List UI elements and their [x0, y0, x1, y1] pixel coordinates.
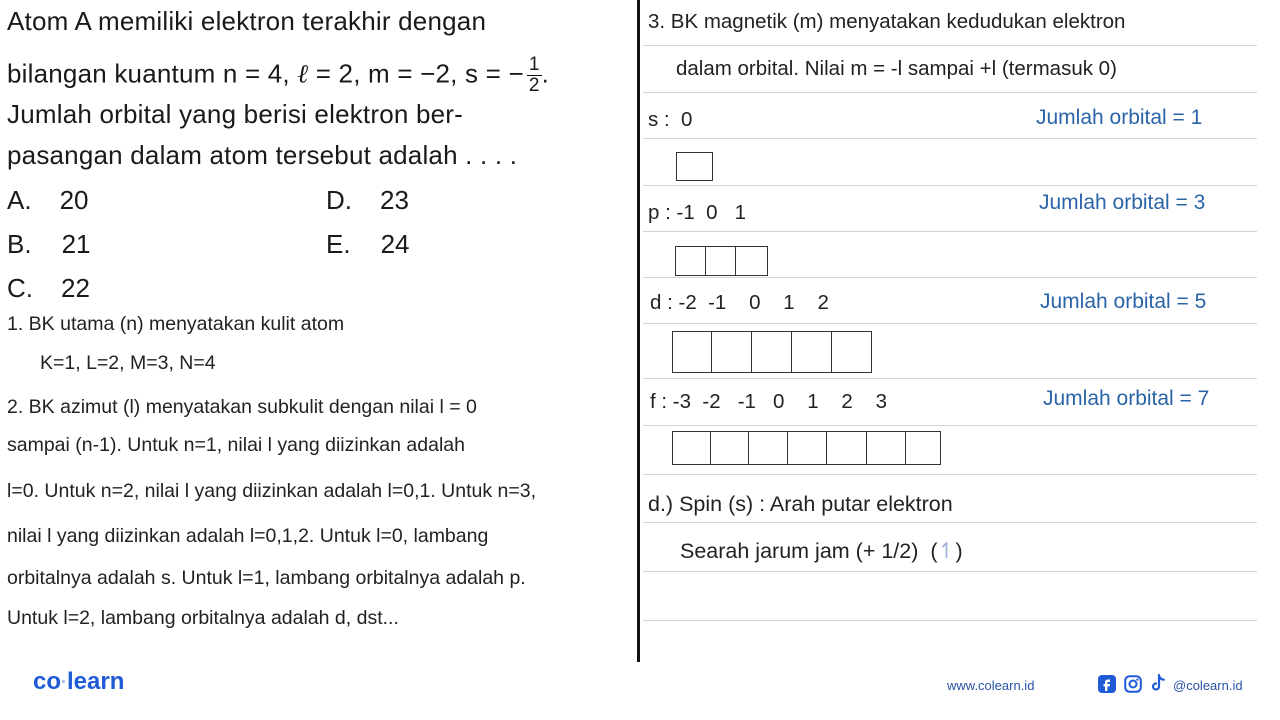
orbital-box [788, 431, 827, 465]
logo-co: co [33, 668, 62, 695]
option-a-letter: A. [7, 185, 32, 215]
note-3-line-1: 3. BK magnetik (m) menyatakan kedudukan elektron [648, 10, 1126, 33]
spin-title: d.) Spin (s) : Arah putar elektron [648, 492, 953, 516]
rule-line [643, 277, 1257, 278]
s-orbital-count: Jumlah orbital = 1 [1036, 106, 1203, 129]
fraction-denominator: 2 [528, 74, 540, 96]
note-2-line-3: l=0. Untuk n=2, nilai l yang diizinkan adalah l=0,1. Untuk n=3, [7, 480, 537, 502]
note-2-line-2: sampai (n-1). Untuk n=1, nilai l yang diizinkan adalah [7, 434, 465, 456]
orbital-box [867, 431, 906, 465]
option-c[interactable] [7, 273, 90, 304]
orbital-box [672, 431, 711, 465]
spin-detail-text: Searah jarum jam (+ 1/2) ( [680, 539, 938, 563]
tiktok-icon[interactable] [1150, 674, 1166, 694]
note-2-line-1: 2. BK azimut (l) menyatakan subkulit dengan nilai l = 0 [7, 396, 477, 418]
note-1-detail: K=1, L=2, M=3, N=4 [40, 352, 216, 374]
rule-line [643, 571, 1257, 572]
option-a[interactable] [7, 185, 89, 216]
option-e[interactable] [326, 229, 410, 260]
rule-line [643, 425, 1257, 426]
note-2-line-6: Untuk l=2, lambang orbitalnya adalah d, dst... [7, 607, 399, 629]
option-d[interactable] [326, 185, 409, 216]
instagram-icon[interactable] [1124, 675, 1142, 693]
note-2-line-5: orbitalnya adalah s. Untuk l=1, lambang orbitalnya adalah p. [7, 567, 526, 589]
spin-close-paren: ) [955, 539, 963, 563]
quantum-prefix: bilangan kuantum n = 4, [7, 58, 298, 89]
orbital-box [749, 431, 788, 465]
orbital-box [752, 331, 792, 373]
colearn-logo[interactable] [33, 668, 124, 696]
fraction-numerator: 1 [528, 54, 540, 75]
note-2-line-4: nilai l yang diizinkan adalah l=0,1,2. Untuk l=0, lambang [7, 525, 489, 547]
quantum-end: . [541, 58, 550, 89]
note-1-title: 1. BK utama (n) menyatakan kulit atom [7, 313, 345, 335]
spin-detail [680, 539, 963, 564]
question-line-2 [7, 55, 549, 96]
website-link[interactable]: www.colearn.id [947, 678, 1035, 693]
rule-line [643, 620, 1257, 621]
s-orbital-label: s : 0 [648, 108, 693, 131]
s-orbital-boxes [676, 152, 713, 181]
orbital-box [736, 246, 768, 276]
option-c-letter: C. [7, 273, 33, 303]
facebook-icon[interactable] [1098, 675, 1116, 693]
d-orbital-count: Jumlah orbital = 5 [1040, 290, 1207, 313]
orbital-box [675, 246, 706, 276]
orbital-box [827, 431, 867, 465]
f-orbital-boxes [672, 431, 941, 465]
orbital-box [792, 331, 832, 373]
option-c-value: 22 [61, 273, 90, 303]
column-divider [637, 0, 640, 662]
question-line-3: Jumlah orbital yang berisi elektron ber- [7, 99, 463, 129]
p-orbital-boxes [675, 246, 768, 276]
orbital-box [672, 331, 712, 373]
rule-line [643, 92, 1257, 93]
rule-line [643, 522, 1257, 523]
orbital-box [712, 331, 752, 373]
orbital-box [706, 246, 736, 276]
p-orbital-label: p : -1 0 1 [648, 201, 746, 224]
d-orbital-label: d : -2 -1 0 1 2 [650, 291, 829, 314]
quantum-mid: = 2, m = −2, s = − [308, 58, 524, 89]
note-3-line-2: dalam orbital. Nilai m = -l sampai +l (termasuk 0) [676, 57, 1117, 80]
option-d-value: 23 [380, 185, 409, 215]
rule-line [643, 138, 1257, 139]
fraction [527, 55, 542, 96]
logo-dot: · [61, 672, 68, 693]
orbital-box [676, 152, 713, 181]
option-e-letter: E. [326, 229, 351, 259]
orbital-box [906, 431, 941, 465]
option-a-value: 20 [59, 185, 89, 215]
d-orbital-boxes [672, 331, 872, 373]
option-b-letter: B. [7, 229, 32, 259]
logo-learn: learn [67, 668, 125, 695]
option-b-value: 21 [61, 229, 91, 259]
rule-line [643, 231, 1257, 232]
question-line-1: Atom A memiliki elektron terakhir dengan [7, 6, 487, 36]
question-line-4: pasangan dalam atom tersebut adalah . . . . [7, 140, 518, 170]
p-orbital-count: Jumlah orbital = 3 [1039, 191, 1206, 214]
rule-line [643, 323, 1257, 324]
spin-up-arrow-icon: ↿ [937, 539, 956, 563]
social-handle[interactable]: @colearn.id [1173, 678, 1243, 693]
option-d-letter: D. [326, 185, 352, 215]
rule-line [643, 378, 1257, 379]
rule-line [643, 45, 1257, 46]
option-b[interactable] [7, 229, 91, 260]
option-e-value: 24 [380, 229, 410, 259]
orbital-box [711, 431, 749, 465]
rule-line [643, 474, 1257, 475]
f-orbital-label: f : -3 -2 -1 0 1 2 3 [650, 390, 887, 413]
f-orbital-count: Jumlah orbital = 7 [1043, 387, 1210, 410]
orbital-box [832, 331, 872, 373]
rule-line [643, 185, 1257, 186]
ell-symbol: ℓ [297, 59, 309, 90]
